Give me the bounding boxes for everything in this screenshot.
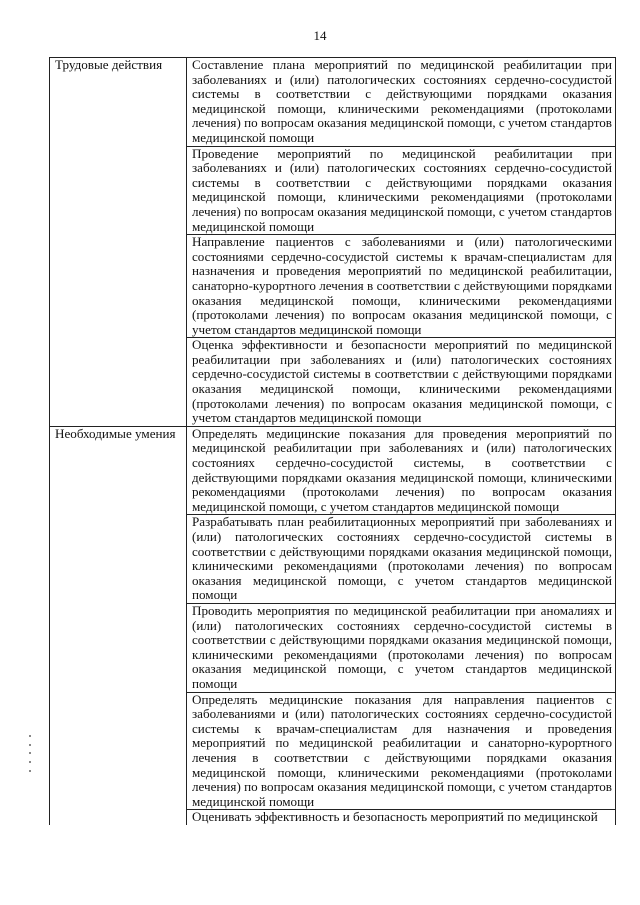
- table-row: [50, 58, 616, 147]
- table-cell: Оценка эффективности и безопасности мероприятий по медицинской реабилитации при заболеваниях и (или) патологических состояниях сердечно-сосудистой системы в соответствии с действующими порядками оказания медицинской помощи, клиническими рекомендациями (протоколами лечения) по вопросам оказания медицинской помощи, с учетом стандартов медицинской помощи: [187, 338, 616, 427]
- table-cell: Определять медицинские показания для направления пациентов с заболеваниями и (или) патологических состояниях сердечно-сосудистой системы к врачам-специалистам для назначения и проведения мероприятий по медицинской реабилитации и санаторно-курортного лечения в соответствии с действующими порядками оказания медицинской помощи, клиническими рекомендациями (протоколами лечения) по вопросам оказания медицинской помощи, с учетом стандартов медицинской помощи: [187, 692, 616, 810]
- table-cell: Проводить мероприятия по медицинской реабилитации при аномалиях и (или) патологических состояниях сердечно-сосудистой системы в соответствии с действующими порядками оказания медицинской помощи, клиническими рекомендациями (протоколами лечения) по вопросам оказания медицинской помощи, с учетом стандартов медицинской помощи: [187, 603, 616, 692]
- table-cell: Разрабатывать план реабилитационных мероприятий при заболеваниях и (или) патологических состояниях сердечно-сосудистой системы в соответствии с действующими порядками оказания медицинской помощи, клиническими рекомендациями (протоколами лечения) по вопросам оказания медицинской помощи, с учетом стандартов медицинской помощи: [187, 515, 616, 604]
- table-cell: Оценивать эффективность и безопасность мероприятий по медицинской: [187, 810, 616, 825]
- page-number: 14: [313, 28, 327, 43]
- scan-edge-marks: [29, 735, 32, 775]
- table-cell: Составление плана мероприятий по медицинской реабилитации при заболеваниях и (или) патологических состояниях сердечно-сосудистой системы в соответствии с действующими порядками оказания медицинской помощи, клиническими рекомендациями (протоколами лечения) по вопросам оказания медицинской помощи, с учетом стандартов медицинской помощи: [187, 58, 616, 147]
- competency-table: [49, 57, 616, 825]
- table-row: [50, 426, 616, 515]
- row-label-required-skills: Необходимые умения: [50, 426, 187, 825]
- table-cell: Проведение мероприятий по медицинской реабилитации при заболеваниях и (или) патологических состояниях сердечно-сосудистой системы в соответствии с действующими порядками оказания медицинской помощи, клиническими рекомендациями (протоколами лечения) по вопросам оказания медицинской помощи, с учетом стандартов медицинской помощи: [187, 146, 616, 235]
- table-cell: Определять медицинские показания для проведения мероприятий по медицинской реабилитации при заболеваниях и (или) патологических состояниях сердечно-сосудистой системы, в соответствии с действующими порядками оказания медицинской помощи, клиническими рекомендациями (протоколами лечения) по вопросам оказания медицинской помощи, с учетом стандартов медицинской помощи: [187, 426, 616, 515]
- row-label-labor-actions: Трудовые действия: [50, 58, 187, 427]
- table-cell: Направление пациентов с заболеваниями и (или) патологическими состояниями сердечно-сосудистой системы к врачам-специалистам для назначения и проведения мероприятий по медицинской реабилитации, санаторно-курортного лечения в соответствии с действующими порядками оказания медицинской помощи, клиническими рекомендациями (протоколами лечения) по вопросам оказания медицинской помощи, с учетом стандартов медицинской помощи: [187, 235, 616, 338]
